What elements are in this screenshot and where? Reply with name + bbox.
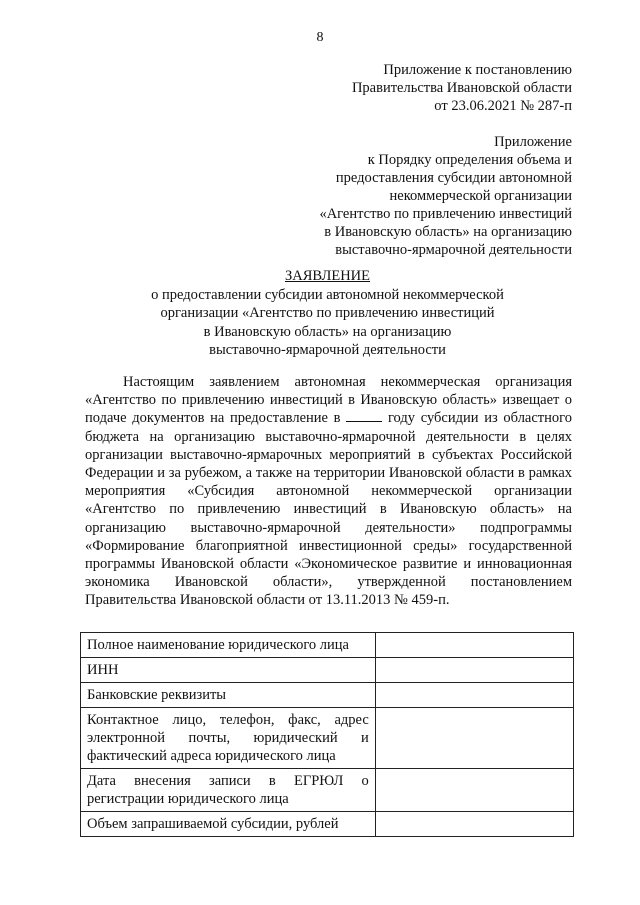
document-title (80, 267, 575, 360)
requisites-table (80, 632, 574, 837)
appendix-sub-line: в Ивановскую область» на организацию (324, 224, 572, 240)
title-line: в Ивановскую область» на организацию (203, 323, 452, 340)
table-row (81, 812, 574, 837)
table-row (81, 658, 574, 683)
row-value-cell[interactable] (375, 683, 573, 708)
body-part-1: Настоящим заявлением автономная некоммерческая организация «Агентство по привлечению инвестиций в Ивановскую область» извещает о подаче документов на предоставление в (85, 374, 572, 427)
table-row (81, 769, 574, 812)
year-blank-field[interactable] (346, 409, 382, 422)
row-value-cell[interactable] (375, 708, 573, 769)
body-part-2: году субсидии из областного бюджета на организацию выставочно-ярмарочной деятельности в целях организации выставочно-ярмарочных мероприятий в субъектах Российской Федерации и за рубежом, а также на территории Ивановской области в рамках мероприятия «Субсидия автономной некоммерческой организации «Агентство по привлечению инвестиций в Ивановскую область» на организацию выставочно-ярмарочной деятельности» подпрограммы «Формирование благоприятной инвестиционной среды» государственной программы Ивановской области «Экономическое развитие и инновационная экономика Ивановской области», утвержденной постановлением Правительства Ивановской области от 13.11.2013 № 459-п. (85, 410, 572, 609)
appendix-header-line: от 23.06.2021 № 287-п (434, 98, 572, 114)
row-value-cell[interactable] (375, 633, 573, 658)
row-label: Контактное лицо, телефон, факс, адрес электронной почты, юридический и фактический адреса юридического лица (81, 708, 376, 769)
body-paragraph (85, 373, 572, 610)
table-row (81, 633, 574, 658)
page-number: 8 (316, 30, 324, 45)
appendix-header-line: Приложение к постановлению (383, 62, 572, 78)
appendix-sub-line: Приложение (494, 134, 572, 150)
appendix-sub-line: к Порядку определения объема и (367, 152, 572, 168)
title-main: ЗАЯВЛЕНИЕ (284, 268, 371, 284)
row-value-cell[interactable] (375, 769, 573, 812)
title-line: выставочно-ярмарочной деятельности (209, 342, 446, 358)
appendix-header-line: Правительства Ивановской области (351, 80, 572, 96)
title-line: о предоставлении субсидии автономной некоммерческой (151, 286, 504, 303)
appendix-header (352, 61, 572, 115)
appendix-sub (319, 133, 572, 259)
row-value-cell[interactable] (375, 812, 573, 837)
title-line: организации «Агентство по привлечению инвестиций (160, 305, 495, 321)
appendix-sub-line: некоммерческой организации (389, 188, 572, 204)
appendix-sub-line: «Агентство по привлечению инвестиций (319, 206, 572, 222)
row-label: Дата внесения записи в ЕГРЮЛ о регистрации юридического лица (81, 769, 376, 812)
row-label: Банковские реквизиты (81, 683, 376, 708)
row-value-cell[interactable] (375, 658, 573, 683)
table-row (81, 683, 574, 708)
row-label: ИНН (81, 658, 376, 683)
table-row (81, 708, 574, 769)
row-label: Объем запрашиваемой субсидии, рублей (81, 812, 376, 837)
appendix-sub-line: выставочно-ярмарочной деятельности (335, 242, 572, 258)
row-label: Полное наименование юридического лица (81, 633, 376, 658)
appendix-sub-line: предоставления субсидии автономной (335, 170, 572, 186)
